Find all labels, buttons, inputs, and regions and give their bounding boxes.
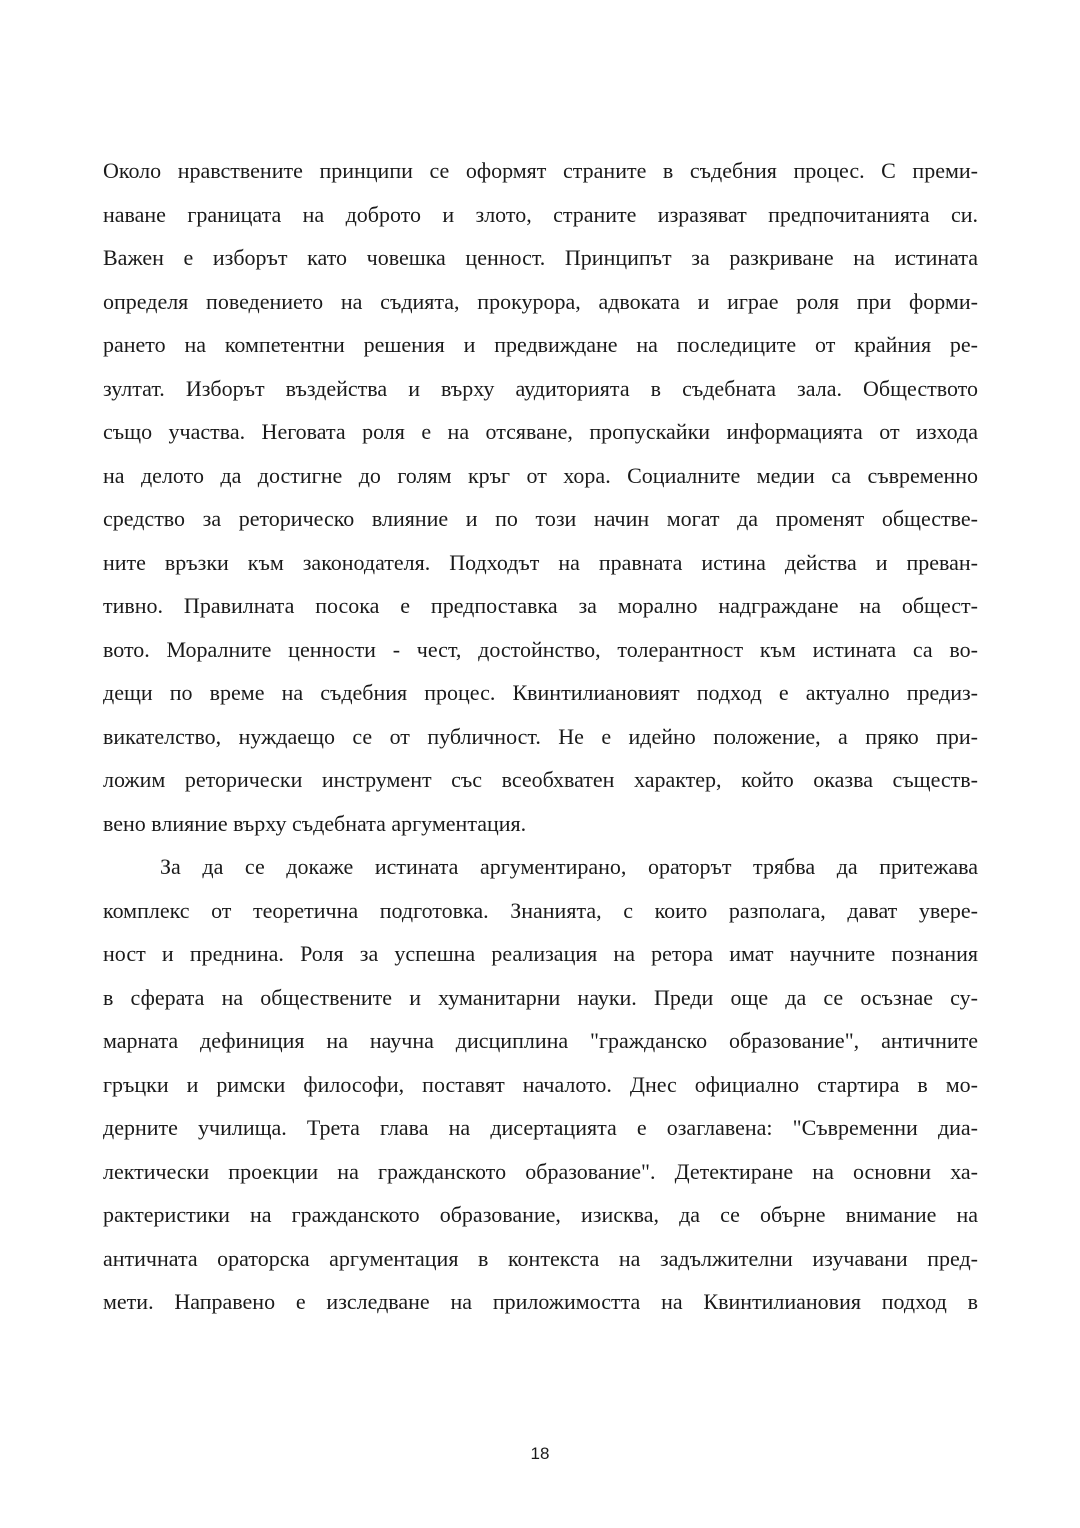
- text-line: лектически проекции на гражданското образование". Детектиране на основни ха-: [103, 1158, 978, 1184]
- text-line: в сферата на обществените и хуманитарни науки. Преди още да се осъзнае су-: [103, 984, 978, 1010]
- paragraph-1: [103, 149, 978, 845]
- text-line: рактеристики на гражданското образование, изисква, да се обърне внимание на: [103, 1202, 978, 1227]
- text-line: вото. Моралните ценности - чест, достойнство, толерантност към истината са во-: [103, 636, 978, 662]
- text-line: дерните училища. Трета глава на дисертацията е озаглавена: "Съвременни диа-: [103, 1115, 978, 1140]
- text-line: гръцки и римски философи, поставят началото. Днес официално стартира в мо-: [103, 1071, 978, 1097]
- text-line: определя поведението на съдията, прокурора, адвоката и играе роля при форми-: [103, 288, 978, 314]
- text-line: античната ораторска аргументация в контекста на задължителни изучавани пред-: [103, 1245, 978, 1271]
- text-line: мети. Направено е изследване на приложимостта на Квинтилиановия подход в: [103, 1289, 978, 1314]
- body-text: [103, 149, 978, 1324]
- text-line: на делото да достигне до голям кръг от хора. Социалните медии са съвременно: [103, 462, 978, 488]
- text-line: ложим реторически инструмент със всеобхватен характер, който оказва съществ-: [103, 767, 978, 792]
- text-line: рането на компетентни решения и предвиждане на последиците от крайния ре-: [103, 332, 978, 357]
- text-line: ните връзки към законодателя. Подходът на правната истина действа и преван-: [103, 549, 978, 575]
- text-line: Важен е изборът като човешка ценност. Принципът за разкриване на истината: [103, 245, 978, 270]
- page-number: 18: [530, 1444, 550, 1463]
- paragraph-2: [103, 845, 978, 1324]
- text-line: марната дефиниция на научна дисциплина "гражданско образование", античните: [103, 1028, 978, 1053]
- text-line: Около нравствените принципи се оформят страните в съдебния процес. С преми-: [103, 158, 978, 183]
- text-line: викателство, нуждаещо се от публичност. Не е идейно положение, а пряко при-: [103, 723, 978, 749]
- text-line: ност и преднина. Роля за успешна реализация на ретора имат научните познания: [103, 941, 978, 966]
- text-line: наване границата на доброто и злото, страните изразяват предпочитанията си.: [103, 201, 978, 227]
- text-line: комплекс от теоретична подготовка. Знанията, с които разполага, дават увере-: [103, 897, 978, 923]
- text-line: средство за реторическо влияние и по този начин могат да променят обществе-: [103, 506, 978, 531]
- text-line: зултат. Изборът въздейства и върху аудиторията в съдебната зала. Обществото: [103, 375, 978, 401]
- text-line: тивно. Правилната посока е предпоставка за морално надграждане на общест-: [103, 593, 978, 618]
- text-line: вено влияние върху съдебната аргументация.: [103, 810, 527, 836]
- text-line: също участва. Неговата роля е на отсяване, пропускайки информацията от изхода: [103, 419, 978, 444]
- text-line: дещи по време на съдебния процес. Квинтилиановият подход е актуално предиз-: [103, 680, 978, 705]
- text-line: За да се докаже истината аргументирано, ораторът трябва да притежава: [160, 854, 978, 879]
